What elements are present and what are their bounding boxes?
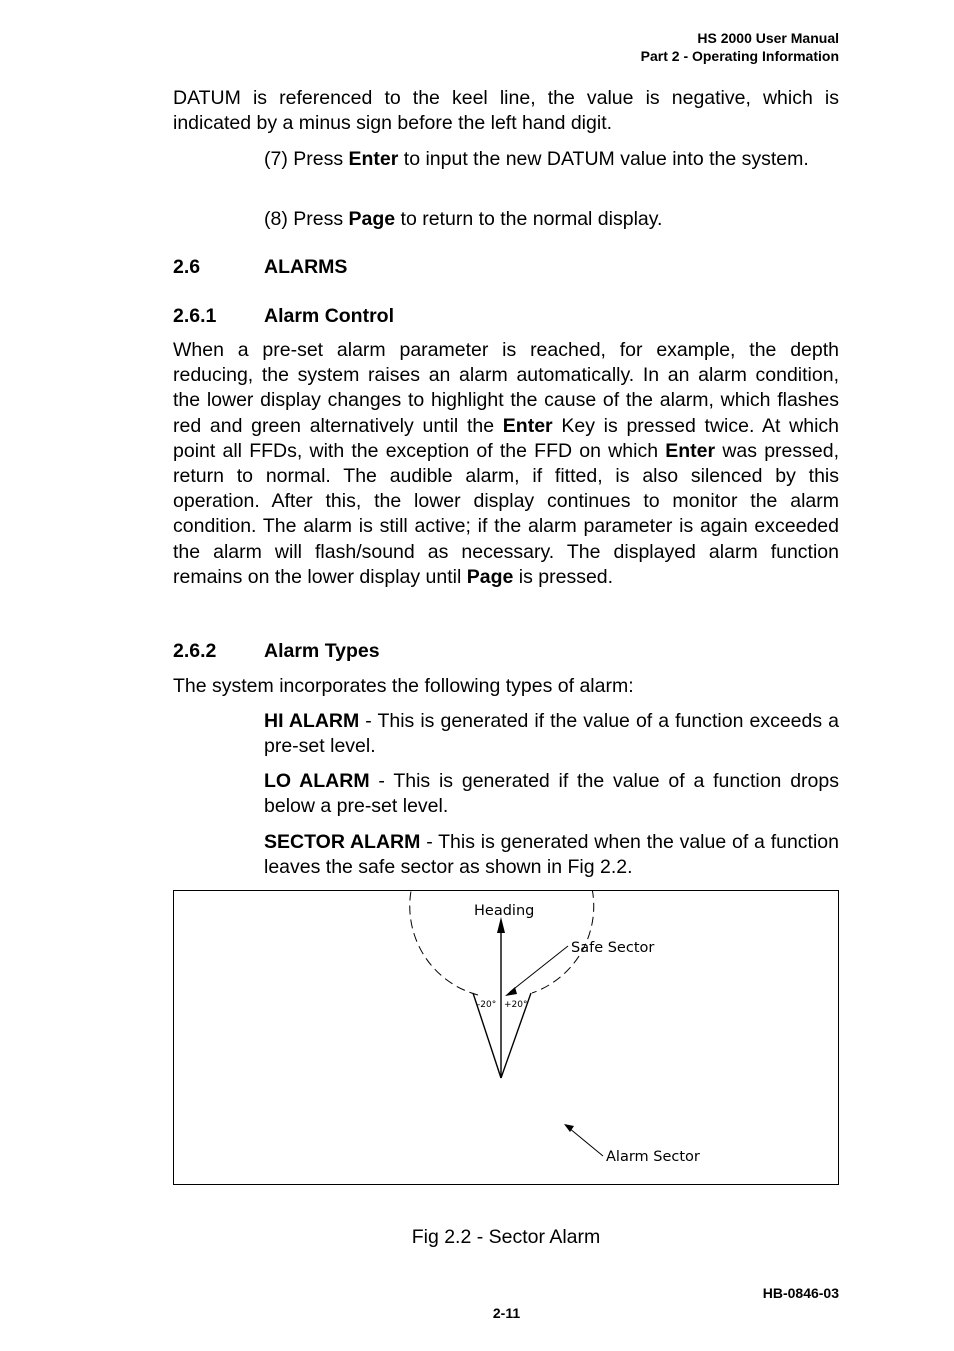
section-number-2-6-1: 2.6.1 — [173, 305, 217, 327]
enter-key-label: Enter — [348, 148, 399, 170]
alarm-control-paragraph — [173, 338, 839, 590]
plus-20-label: +20° — [504, 1000, 528, 1010]
alarm-control-text-1: When a pre-set alarm parameter is reached, for example, the depth reducing, the system raises an alarm automatically. In an alarm condition, the lower display changes to highlight the cause of the alarm, which flashes red and green alternatively until the — [173, 339, 839, 437]
hi-alarm-item — [264, 709, 839, 759]
sector-alarm-item — [264, 830, 839, 880]
minus-20-label: -20° — [477, 1000, 497, 1010]
lo-alarm-text: - This is generated if the value of a function drops below a pre-set level. — [264, 770, 839, 818]
alarm-control-text-2: Key is pressed twice. At which point all FFDs, with the exception of the FFD on which — [173, 414, 839, 462]
page-number: 2-11 — [492, 1305, 521, 1321]
enter-key-label: Enter — [502, 414, 553, 437]
step-7-pre: (7) Press — [264, 148, 349, 170]
hi-alarm-text: - This is generated if the value of a function exceeds a pre-set level. — [264, 710, 839, 758]
sector-alarm-text: - This is generated when the value of a function leaves the safe sector as shown in Fig 2.2. — [264, 831, 839, 879]
alarm-control-text-3: was pressed, return to normal. The audible alarm, if fitted, is also silenced by this operation. After this, the lower display continues to monitor the alarm condition. The alarm is still active; if the alarm parameter is again exceeded the alarm will flash/sound as necessary. The displayed alarm function remains on the lower display until — [173, 439, 839, 588]
alarm-types-intro: The system incorporates the following types of alarm: — [173, 675, 634, 697]
manual-title: HS 2000 User Manual — [697, 30, 839, 46]
step-7 — [264, 147, 839, 172]
step-8 — [264, 207, 839, 232]
heading-label: Heading — [474, 903, 535, 919]
sector-alarm-label: SECTOR ALARM — [264, 831, 421, 853]
page-key-label: Page — [348, 208, 396, 230]
page-key-label: Page — [466, 565, 514, 588]
section-title-alarms: ALARMS — [264, 256, 348, 278]
safe-sector-pointer — [510, 946, 568, 992]
heading-arrow-head — [497, 917, 505, 933]
step-8-post: to return to the normal display. — [395, 208, 663, 230]
safe-sector-pointer-head — [505, 987, 517, 996]
document-number: HB-0846-03 — [762, 1285, 839, 1301]
step-8-pre: (8) Press — [264, 208, 349, 230]
step-7-post: to input the new DATUM value into the system. — [398, 148, 809, 170]
section-number-2-6: 2.6 — [173, 256, 201, 278]
section-title-alarm-control: Alarm Control — [264, 305, 395, 327]
section-title-alarm-types: Alarm Types — [264, 640, 380, 662]
section-number-2-6-2: 2.6.2 — [173, 640, 217, 662]
alarm-sector-label: Alarm Sector — [606, 1149, 700, 1165]
hi-alarm-label: HI ALARM — [264, 710, 360, 732]
enter-key-label: Enter — [665, 439, 716, 462]
alarm-sector-pointer — [569, 1128, 603, 1156]
sector-alarm-figure — [173, 890, 839, 1185]
lo-alarm-item — [264, 769, 839, 819]
figure-caption: Fig 2.2 - Sector Alarm — [411, 1226, 601, 1248]
running-header — [641, 29, 839, 65]
lo-alarm-label: LO ALARM — [264, 770, 370, 792]
safe-sector-label: Safe Sector — [571, 940, 655, 956]
datum-paragraph: DATUM is referenced to the keel line, the value is negative, which is indicated by a minus sign before the left hand digit. — [173, 87, 839, 135]
sector-alarm-diagram — [174, 891, 840, 1186]
part-title: Part 2 - Operating Information — [640, 48, 839, 64]
alarm-control-text-4: is pressed. — [513, 565, 614, 588]
